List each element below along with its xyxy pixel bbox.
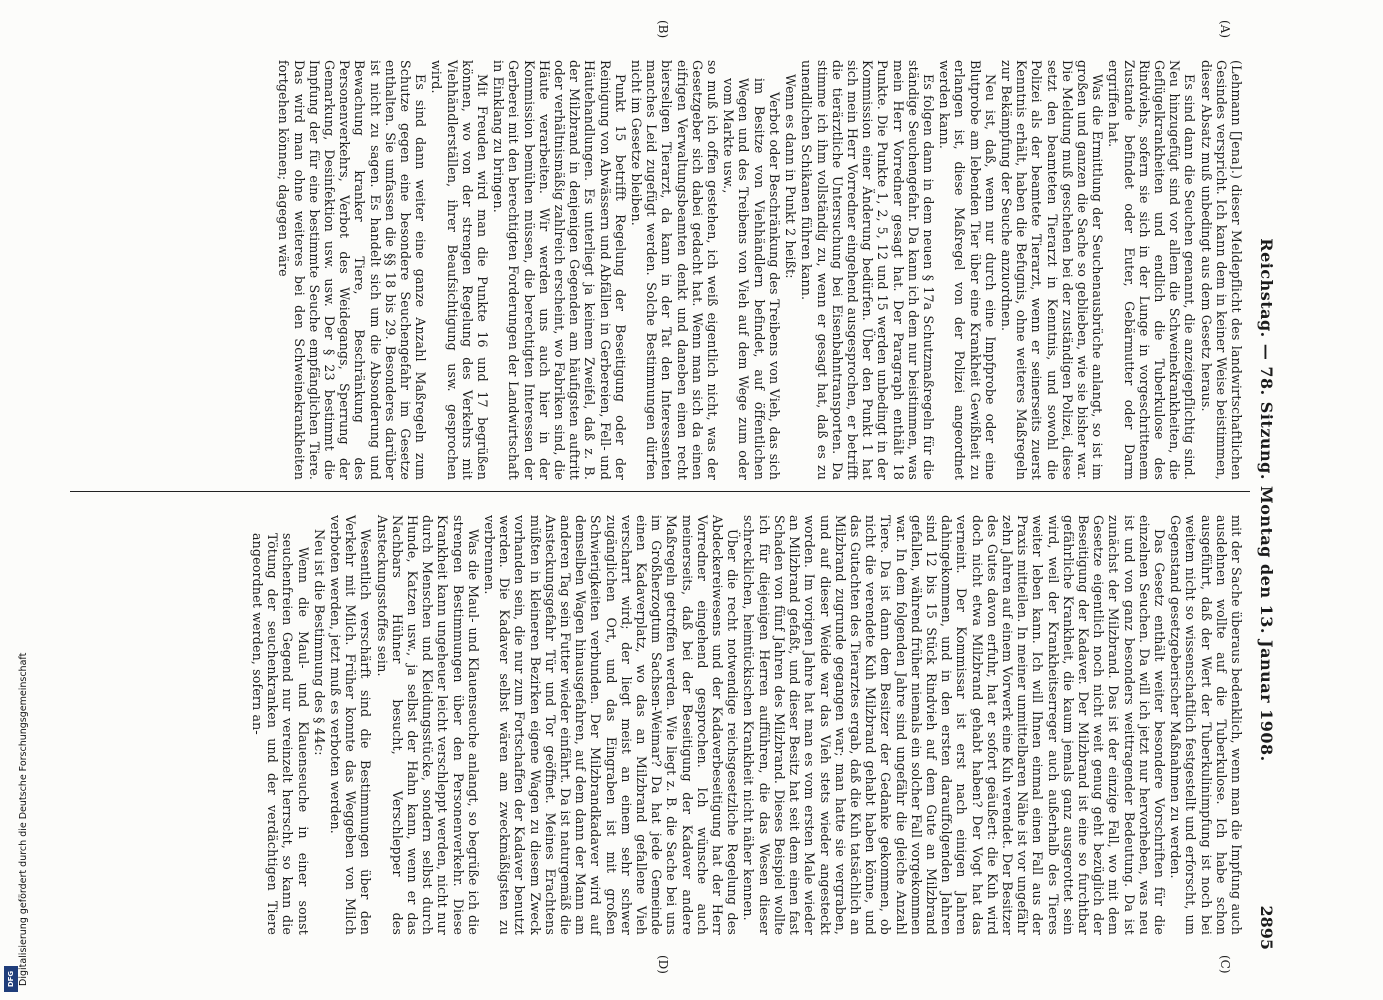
dfg-logo-text: DFG [7, 970, 15, 988]
paragraph: Mit Freuden wird man die Punkte 16 und 17 begrüßen können, wo von der strengen Regelung des Verkehrs mit Viehhändlerställen, ihrer Beaufsichtigung usw. gesprochen wird. [429, 60, 491, 480]
right-column [249, 515, 1244, 935]
paragraph: (Lehmann [Jena].) dieser Meldepflicht des landwirtschaftlichen Gesindes verspricht. Ich kann dem in keiner Weise beistimmen, dieser Absatz muß unbedingt aus dem Gesetz heraus. [1198, 60, 1244, 480]
page-header [1250, 50, 1276, 950]
margin-marker-c: (C) [1218, 955, 1232, 974]
left-column [275, 60, 1244, 480]
paragraph: Es folgen dann in dem neuen § 17a Schutzmaßregeln für die ständige Seuchengefahr. Da kann ich dem nur beistimmen, was mein Herr Vorredner gesagt hat. Der Paragraph enthält 18 Punkte. Die Punkte 1, 2, 5, 12 und 15 werden unbedingt in der Kommission einer Änderung bedürfen. Über den Punkt 1 hat sich mein Herr Vorredner eingehend ausgesprochen, er betrifft die tierärztliche Untersuchung bei Eisenbahntransporten. Da stimme ich ihm vollständig zu, wenn er gesagt hat, daß es zu unendlichen Schikanen führen kann. [799, 60, 936, 480]
margin-marker-d: (D) [656, 955, 670, 974]
page-number: 2895 [1257, 905, 1276, 950]
column-divider [70, 491, 1250, 492]
paragraph: Es sind dann weiter eine ganze Anzahl Maßregeln zum Schutze gegen eine besondere Seuchengefahr im Gesetze enthalten. Sie umfassen die §§ 18 bis 29. Besonderes darüber ist nicht zu sagen. Es handelt sich um die Absonderung und Bewachung kranker Tiere, Beschränkung des Personenverkehrs, Verbot des Weidegangs, Sperrung der Gemarkung, Desinfektion usw. usw. Der § 23 bestimmt die Impfung der für eine bestimmte Seuche empfänglichen Tiere. Das wird man ohne weiteres bei den Schweinekrankheiten fortgehen können; dagegen wäre [276, 60, 429, 480]
paragraph: so muß ich offen gestehen, ich weiß eigentlich nicht, was der Gesetzgeber sich dabei gedacht hat. Wenn man sich da einen eifrigen Verwaltungsbeamten denkt und daneben einen recht bierseligen Tierarzt, da kann in der Tat den Interessenten manches Leid zugefügt werden. Solche Bestimmungen dürfen nicht im Gesetze bleiben. [629, 60, 721, 480]
paragraph: Neu ist, daß, wenn nur durch eine Impfprobe oder eine Blutprobe am lebenden Tier über eine Krankheit Gewißheit zu erlangen ist, diese Maßregel von der Polizei angeordnet werden kann. [937, 60, 998, 480]
paragraph: mit der Sache überaus bedenklich, wenn man die Impfung auch ausdehnen wollte auf die Tuberkulose. Ich habe schon ausgeführt, daß der Wert der Tuberkulinimpfung ist noch bei weitem nicht so wissenschaftlich festgestellt und erforscht, um Gegenstand gesetzgeberischer Maßnahmen zu werden. [1168, 515, 1244, 935]
margin-marker-b: (B) [656, 20, 670, 39]
digitization-credit-text: Digitalisierung gefördert durch die Deutsche Forschungsgemeinschaft [18, 652, 29, 986]
paragraph: Was die Ermittlung der Seuchenausbrüche anlangt, so ist im großen und ganzen die Sache so geblieben, wie sie bisher war. Die Meldung muß geschehen bei der zuständigen Polizei, diese setzt den beamteten Tierarzt in Kenntnis, und sowohl die Polizei als der beamtete Tierarzt, wenn er seinerseits zuerst Kenntnis erhält, haben die Befugnis, ohne weiteres Maßregeln zur Bekämpfung der Seuche anzuordnen. [998, 60, 1106, 480]
paragraph: Punkt 15 betrifft Regelung der Beseitigung oder der Reinigung von Abwässern und Abfällen in Gerbereien, Fell- und Häutehandlungen. Es unterliegt ja keinem Zweifel, daß z. B. der Milzbrand in denjenigen Gegenden am häufigsten auftritt oder verhältnismäßig zahlreich erscheint, wo Fabriken sind, die Häute verarbeiten. Wir werden uns auch hier in der Kommission bemühen müssen, die berechtigten Interessen der Gerberei mit den berechtigten Forderungen der Landwirtschaft in Einklang zu bringen. [491, 60, 628, 480]
paragraph: Neu ist die Bestimmung des § 44c: [311, 529, 327, 756]
quoted-paragraph: Verbot oder Beschränkung des Treibens von Vieh, das sich im Besitze von Viehhändlern befindet, auf öffentlichen Wegen und des Treibens von Vieh auf dem Wege zum oder vom Markte usw., [721, 78, 782, 480]
header-title: Reichstag. — 78. Sitzung. Montag den 13. Januar 1908. [1257, 238, 1276, 762]
digitization-credit [6, 606, 29, 986]
quoted-paragraph: Wenn die Maul- und Klauenseuche in einer sonst seuchenfreien Gegend nur vereinzelt herrscht, so kann die Tötung der seuchenkranken und der verdächtigen Tiere angeordnet werden, sofern an- [250, 533, 311, 935]
paragraph: Wenn es dann in Punkt 2 heißt: [783, 74, 799, 279]
paragraph: Über die recht notwendige reichsgesetzliche Regelung des Abdeckereiwesens und der Kadaverbeseitigung hat der Herr Vorredner eingehend gesprochen. Ich wünsche auch meinerseits, daß bei der Beseitigung der Kadaver andere Maßregeln getroffen werden. Wie liegt z. B. die Sache bei uns im Großherzogtum Sachsen-Weimar? Da hat jede Gemeinde einen Kadaverplatz, wo das an Milzbrand gefallene Vieh verscharrt wird; der liegt meist an einem sehr schwer zugänglichen Ort, und das Eingraben ist mit großen Schwierigkeiten verbunden. Der Milzbrandkadaver wird auf demselben Wagen hinausgefahren, auf dem dann der Mann am anderen Tag sein Futter wieder einfährt. Da ist naturgemäß die Ansteckungsgefahr Tür und Tor geöffnet. Meines Erachtens müßten in kleineren Bezirken eigene Wagen zu diesem Zweck vorhanden sein, die nur zum Fortschaffen der Kadaver benutzt werden. Die Kadaver selbst wären am zweckmäßigsten zu verbrennen. [482, 515, 741, 935]
paragraph: Das Gesetz enthält weiter besondere Vorschriften für die einzelnen Seuchen. Da will ich jetzt nur hervorheben, was neu ist und von ganz besonders weittragender Bedeutung. Da ist zunächst der Milzbrand. Das ist der einzige Fall, wo mit dem Gesetze eigentlich noch nicht weit genug geht bezüglich der Beseitigung der Kadaver. Der Milzbrand ist eine so furchtbar gefährliche Krankheit, die kaum jemals ganz ausgerottet sein wird, weil der Krankheitserreger auch außerhalb des Tieres weiter leben kann. Ich will Ihnen einmal einen Fall aus der Praxis mitteilen. In meiner unmittelbaren Nähe ist vor ungefähr zehn Jahren auf einem Vorwerk eine Kuh verendet. Der Besitzer des Gutes davon erfuhr, hat er sofort geäußert: die Kuh wird doch nicht etwa Milzbrand gehabt haben? Der Vogt hat das verneint. Der Kommissar ist erst nach einigen Jahren dahingekommen, und in den ersten darauffolgenden Jahren sind 12 bis 15 Stück Rindvieh auf dem Gute an Milzbrand gefallen, während früher niemals ein solcher Fall vorgekommen war. In dem folgenden Jahre sind ungefähr die gleiche Anzahl Tiere. Da ist dann dem Besitzer der Gedanke gekommen, ob nicht die verendete Kuh Milzbrand gehabt haben könne, und das Gutachten des Tierarztes ergab, daß die Kuh tatsächlich an Milzbrand zugrunde gegangen war; man hatte sie vergraben, und auf dieser Weide war das Vieh stets wieder angesteckt worden. Im vorigen Jahre hat man es vom ersten Male wieder an Milzbrand gefaßt, und dieser Besitz hat seit dem einen fast Schaden von fünf Jahren des Milzbrand. Dieses Beispiel wollte ich für diejenigen Herren aufführen, die das Wesen dieser schrecklichen, heimtückischen Krankheit nicht näher kennen. [741, 515, 1167, 935]
margin-marker-a: (A) [1218, 20, 1232, 39]
dfg-logo-icon [4, 966, 18, 992]
paragraph: Was die Maul- und Klauenseuche anlangt, so begrüße ich die strengen Bestimmungen über den Personenverkehr. Diese Krankheit kann ungeheuer leicht verschleppt werden, nicht nur durch Menschen und Kleidungsstücke, sondern selbst durch Hunde, Katzen usw., ja selbst der Hahn kann, wenn er das Nachbars Hühner besucht, Verschlepper des Ansteckungsstoffes sein. [374, 515, 481, 935]
rotated-page-content [70, 0, 1310, 1000]
paragraph: Es sind dann die Seuchen genannt, die anzeigepflichtig sind. Neu hinzugefügt sind vor allem die Schweinekrankheiten, die Geflügelkrankheiten und endlich die Tuberkulose des Rindviehs, sofern sie sich in der Lunge in vorgeschrittenem Zustande befindet oder Euter, Gebärmutter oder Darm ergriffen hat. [1106, 60, 1198, 480]
paragraph: Wesentlich verschärft sind die Bestimmungen über den Verkehr mit Milch. Früher konnte das Weggeben von Milch verboten werden, jetzt muß es verboten werden. [328, 515, 374, 935]
